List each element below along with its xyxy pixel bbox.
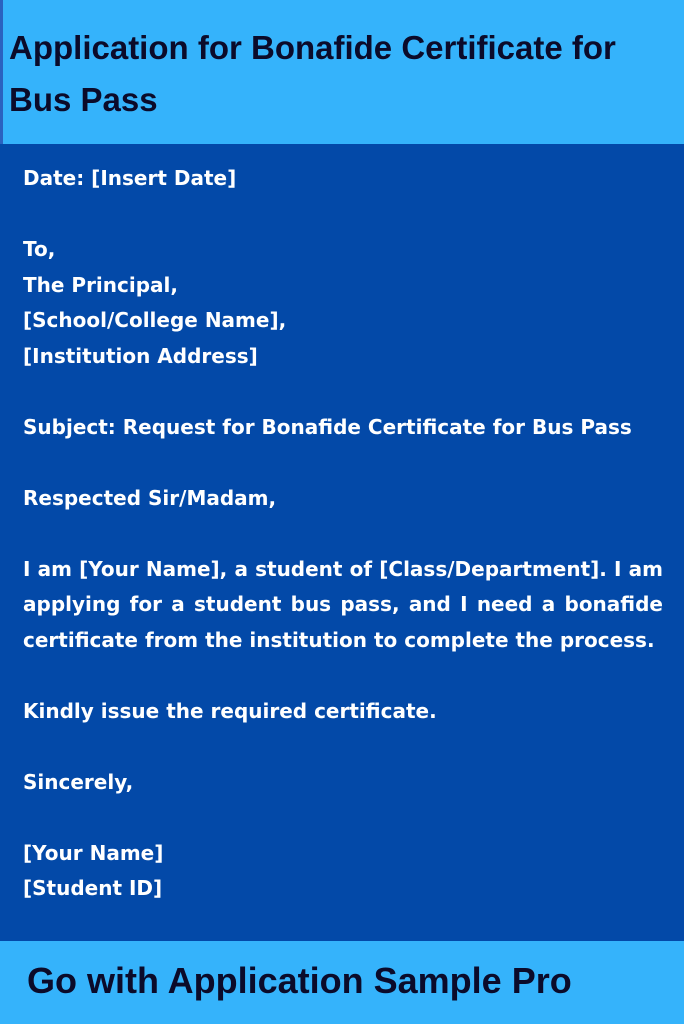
letter-salutation: Respected Sir/Madam, — [23, 485, 277, 510]
letter-body — [0, 144, 684, 941]
address-institution-name: [School/College Name], — [23, 308, 287, 332]
footer-brand-text: Go with Application Sample Pro — [27, 960, 572, 1001]
signature-block — [23, 836, 663, 907]
signature-student-id: [Student ID] — [23, 876, 163, 900]
letter-subject: Subject: Request for Bonafide Certificate for Bus Pass — [23, 414, 632, 439]
recipient-address — [23, 232, 663, 374]
address-recipient: The Principal, — [23, 272, 178, 297]
letter-closing: Sincerely, — [23, 769, 134, 794]
address-to: To, — [23, 237, 56, 261]
letter-body-paragraph: I am [Your Name], a student of [Class/Department]. I am applying for a student bus pass, and I need a bonafide certificate from the institution to complete the process. — [23, 556, 663, 652]
page-header — [0, 0, 684, 144]
page-title: Application for Bonafide Certificate for Bus Pass — [9, 29, 616, 118]
page-footer — [0, 941, 684, 1024]
letter-date: Date: [Insert Date] — [23, 166, 237, 190]
address-institution-address: [Institution Address] — [23, 343, 258, 368]
signature-name: [Your Name] — [23, 840, 164, 865]
letter-request: Kindly issue the required certificate. — [23, 698, 437, 723]
